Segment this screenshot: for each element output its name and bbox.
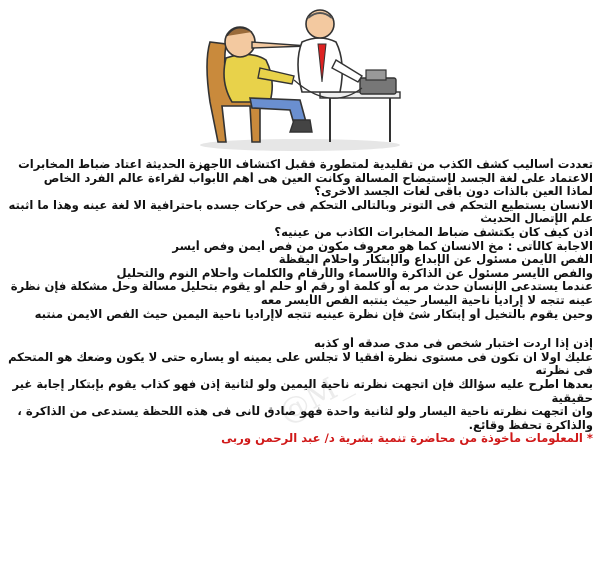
text-line: الاجابة كالآتى : مخ الانسان كما هو معروف مكون من فص أيمن وفص أيسر [172, 239, 593, 253]
text-line: فى نظرته [535, 364, 593, 378]
text-line: الاعتماد على لغة الجسد لإستيضاح المسالة وكانت العين هى أهم الأبواب لقراءة عالم الفرد الخاص [43, 171, 593, 185]
text-line: علم الإتصال الحديث [480, 212, 593, 226]
text-line: عليك اولا ان تكون فى مستوى نظرة أفقيا لا تجلس على يمينه أو يساره حتى لا يكون وضعك هو المتحكم [8, 350, 593, 364]
text-line: عينه تتجه لا إراديا ناحية اليسار حيث ينتبه الفص الأيسر معه [260, 293, 593, 307]
text-line: عندما يستدعى الإنسان حدث مر به أو كلمة أو رقم أو حلم أو يقوم بتحليل مسالة وحل مشكلة فإن نظرة [10, 280, 593, 294]
paragraph-spacer [4, 321, 593, 337]
text-line: لماذا العين بالذات دون باقى لغات الجسد الاخرى؟ [314, 185, 593, 199]
text-line: وحين يقوم بالتخيل أو إبتكار شئ فإن نظرة عينيه تتجه لاإراديا ناحية اليمين حيث الفص الايمن منتبه [34, 307, 593, 321]
text-line: تعددت أساليب كشف الكذب من تقليدية لمتطورة فقبل اكتشاف الأجهزة الحديثة اعتاد ضباط المخابرات [18, 158, 593, 171]
watermark: @M_ [273, 364, 357, 431]
text-line: والفص الأيسر مسئول عن الذاكرة والأسماء والأرقام والكلمات وأحلام النوم والتحليل [116, 266, 593, 280]
article-body [4, 158, 593, 446]
text-line: الانسان يستطيع التحكم فى التوتر وبالتالى التحكم فى حركات جسده باحترافية الا لغة عينه وهذا ما اثبته [8, 198, 593, 212]
text-line: الفص الأيمن مسئول عن الإبداع والإبتكار وأحلام اليقظة [278, 253, 593, 267]
paragraph-lie-detection-history [4, 158, 593, 226]
text-line: والذاكرة تحفظ وقائع. [468, 418, 593, 432]
source-credit: * المعلومات مأخوذة من محاضرة تنمية بشرية د/ عبد الرحمن وربى [221, 432, 593, 446]
lie-detector-cartoon-icon [190, 2, 405, 152]
paragraph-testing-method [4, 337, 593, 432]
text-line: وان اتجهت نظرته ناحية اليسار ولو لثانية واحدة فهو صادق لأنى فى هذه اللحظة يستدعى من الذاكرة ، [17, 405, 593, 419]
text-line: حقيقية [551, 391, 593, 405]
text-line: إذن إذا اردت اختبار شخص فى مدى صدقه أو كذبه [313, 337, 593, 351]
paragraph-brain-hemispheres [4, 226, 593, 321]
text-line: بعدها اطرح عليه سؤالك فإن اتجهت نظرته ناحية اليمين ولو لثانية إذن فهو كذاب يقوم بإبتكار إجابة غير [12, 377, 593, 391]
text-line: اذن كيف كان يكتشف ضباط المخابرات الكاذب من عينيه؟ [274, 225, 593, 239]
